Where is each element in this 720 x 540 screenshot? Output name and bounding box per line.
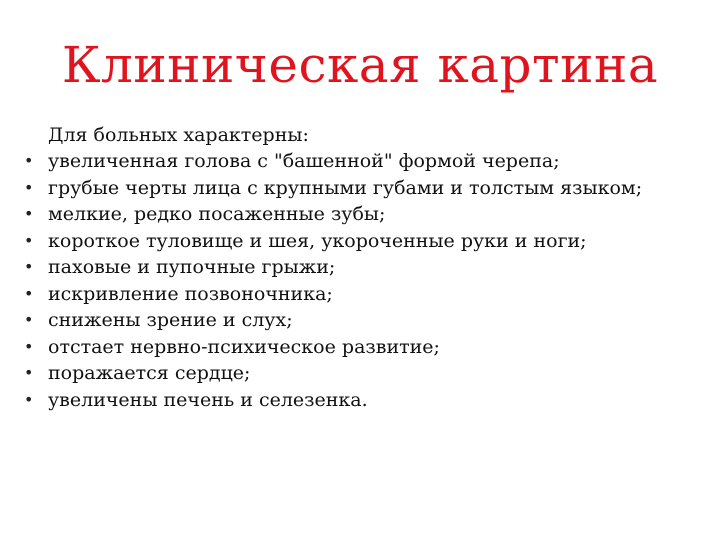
bullet-icon: • [24, 283, 34, 303]
list-item-text: увеличены печень и селезенка. [48, 388, 368, 411]
bullet-icon: • [24, 336, 34, 356]
list-item [24, 387, 704, 414]
list-item [24, 307, 704, 334]
list-item [24, 201, 704, 228]
list-item-text: грубые черты лица с крупными губами и толстым языком; [48, 176, 643, 199]
bullet-icon: • [24, 389, 34, 409]
list-item-text: увеличенная голова с "башенной" формой черепа; [48, 150, 560, 172]
list-item-text: паховые и пупочные грыжи; [48, 256, 336, 278]
bullet-icon: • [24, 151, 34, 170]
list-item [24, 360, 704, 387]
list-item [24, 175, 704, 202]
list-item [24, 334, 704, 361]
list-item-text: отстает нервно-психическое развитие; [48, 335, 440, 358]
bullet-icon: • [24, 310, 34, 329]
bullet-icon: • [24, 230, 34, 250]
bullet-icon: • [24, 177, 34, 197]
list-item [24, 281, 704, 308]
list-item-text: мелкие, редко посаженные зубы; [48, 203, 386, 225]
list-item-text: снижены зрение и слух; [48, 309, 293, 331]
list-item [24, 228, 704, 255]
bullet-icon: • [24, 204, 34, 223]
bullet-list [24, 148, 704, 413]
intro-text: Для больных характерны: [48, 124, 309, 146]
list-item [24, 254, 704, 281]
bullet-icon: • [24, 363, 34, 382]
slide-title: Клиническая картина [61, 36, 659, 94]
bullet-icon: • [24, 257, 34, 276]
list-item-text: искривление позвоночника; [48, 282, 333, 305]
list-item-text: поражается сердце; [48, 362, 251, 384]
list-item [24, 148, 704, 175]
list-item-text: короткое туловище и шея, укороченные руки и ноги; [48, 229, 587, 252]
